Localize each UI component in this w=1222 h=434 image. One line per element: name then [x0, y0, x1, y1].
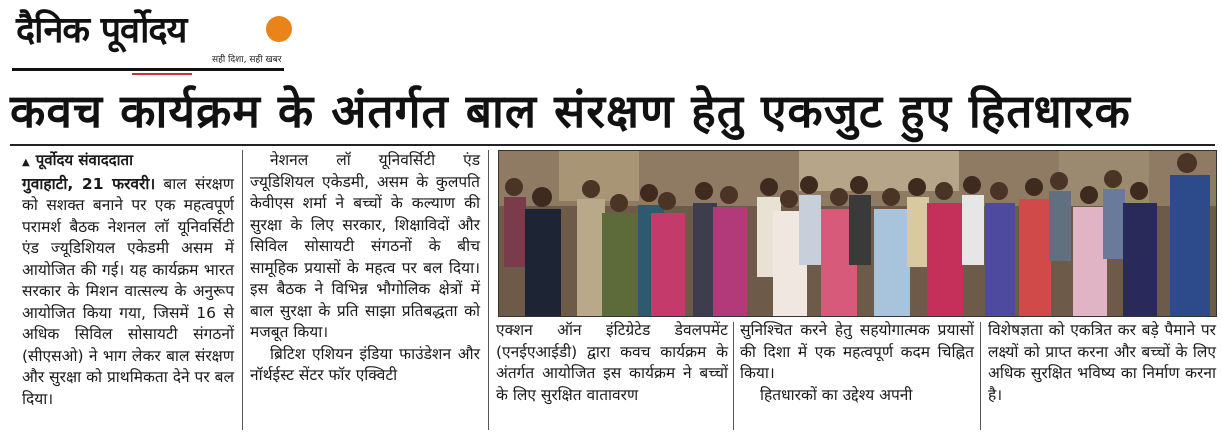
triangle-icon: ▲ [22, 157, 30, 168]
article-paragraph: सुनिश्चित करने हेतु सहयोगात्मक प्रयासों की दिशा में एक महत्वपूर्ण कदम चिह्नित किया। [740, 321, 974, 382]
byline [22, 150, 234, 174]
article-paragraph: विशेषज्ञता को एकत्रित कर बड़े पैमाने पर लक्ष्यों को प्राप्त करना और बच्चों के लिए अधिक सुरक्षित भविष्य का निर्माण करना है। [988, 321, 1216, 404]
dateline: गुवाहाटी, 21 फरवरी। [22, 174, 156, 193]
headline: कवच कार्यक्रम के अंतर्गत बाल संरक्षण हेतु एकजुट हुए हितधारक [10, 84, 1131, 138]
column-divider [488, 150, 489, 430]
article-paragraph: हितधारकों का उद्देश्य अपनी [760, 385, 913, 404]
headline-rule [10, 144, 1215, 146]
article-column-3 [496, 320, 728, 406]
newspaper-title: दैनिक पूर्वोदय [16, 10, 187, 51]
article-column-1 [22, 150, 234, 410]
column-divider [242, 150, 243, 430]
column-divider [733, 322, 734, 430]
article-paragraph: एक्शन ऑन इंटिग्रेटेड डेवलपमेंट (एनईएआईडी) द्वारा कवच कार्यक्रम के अंतर्गत आयोजित इस कार्यक्रम ने बच्चों के लिए सुरक्षित वातावरण [496, 321, 728, 404]
news-photo [498, 150, 1217, 317]
group-photo-illustration [499, 151, 1216, 316]
column-divider [980, 322, 981, 430]
masthead-rule [12, 68, 284, 71]
article-paragraph: नेशनल लॉ यूनिवर्सिटी एंड ज्यूडिशियल एकेडमी, असम के कुलपति केवीएस शर्मा ने बच्चों के कल्याण की सुरक्षा के लिए सरकार, शिक्षाविदों और सिविल सोसायटी संगठनों के बीच सामूहिक प्रयासों के महत्व पर बल दिया। इस बैठक ने विभिन्न भौगोलिक क्षेत्रों में बाल सुरक्षा के प्रति साझा प्रतिबद्धता को मजबूत किया। [250, 151, 480, 341]
article-column-2 [250, 150, 480, 387]
newspaper-tagline: सही दिशा, सही खबर [212, 55, 282, 65]
article-column-5 [988, 320, 1216, 406]
article-paragraph: ब्रिटिश एशियन इंडिया फाउंडेशन और नॉर्थईस्ट सेंटर फॉर एक्विटी [250, 344, 480, 384]
masthead [12, 4, 284, 74]
logo-sun-icon [266, 16, 292, 42]
article-column-4 [740, 320, 974, 406]
byline-text: पूर्वोदय संवाददाता [35, 151, 133, 169]
article-text: बाल संरक्षण को सशक्त बनाने पर एक महत्वपूर्ण परामर्श बैठक नेशनल लॉ यूनिवर्सिटी एंड ज्यूडिशियल एकेडमी असम में आयोजित की गई। यह कार्यक्रम भारत सरकार के मिशन वात्सल्य के अनुरूप आयोजित किया गया, जिसमें 16 से अधिक सिविल सोसायटी संगठनों (सीएसओ) ने भाग लेकर बाल संरक्षण और सुरक्षा को प्राथमिकता देने पर बल दिया। [22, 174, 234, 408]
masthead-accent-rule [132, 73, 192, 75]
